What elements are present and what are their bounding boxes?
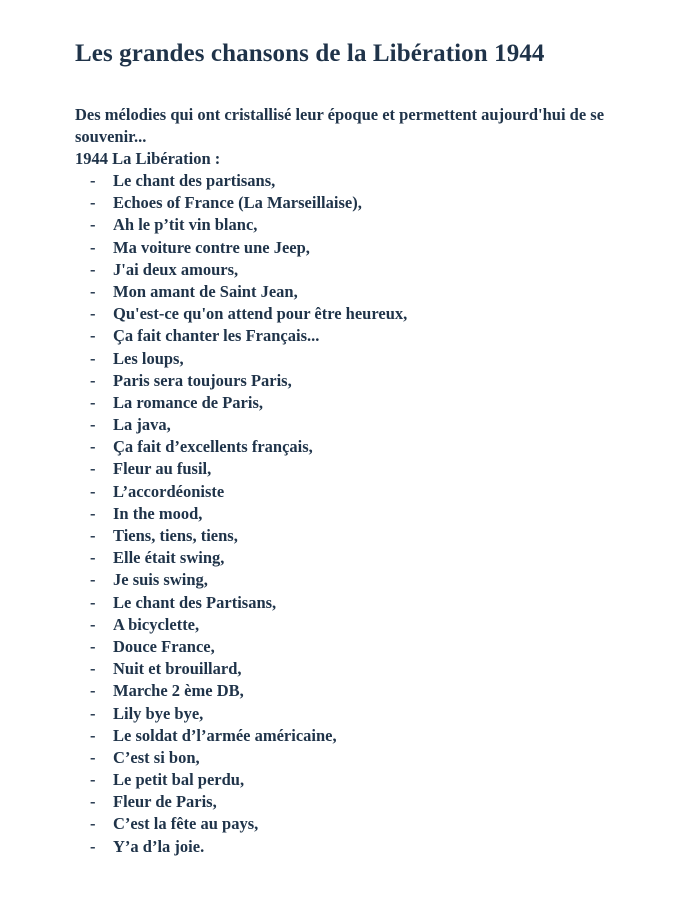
song-title: Echoes of France (La Marseillaise),: [113, 193, 362, 213]
list-dash-marker: -: [90, 171, 96, 190]
song-title: C’est si bon,: [113, 747, 200, 767]
list-item: [90, 680, 407, 702]
song-title: Fleur de Paris,: [113, 792, 217, 812]
list-dash-marker: -: [90, 659, 96, 679]
song-title: Elle était swing,: [113, 548, 225, 568]
song-title: Le chant des partisans,: [113, 171, 276, 190]
list-dash-marker: -: [90, 437, 96, 457]
song-title: Je suis swing,: [113, 570, 208, 590]
list-item: [90, 170, 407, 192]
song-title: Nuit et brouillard,: [113, 659, 242, 679]
list-item: [90, 614, 407, 636]
song-title: La java,: [113, 415, 171, 435]
list-dash-marker: -: [90, 326, 96, 346]
list-item: [90, 813, 407, 835]
song-list: [90, 170, 407, 858]
intro-paragraph: Des mélodies qui ont cristallisé leur époque et permettent aujourd'hui de se souvenir...: [75, 105, 605, 146]
song-title: Ah le p’tit vin blanc,: [113, 215, 258, 235]
song-title: C’est la fête au pays,: [113, 814, 259, 834]
list-item: [90, 503, 407, 525]
list-item: [90, 214, 407, 236]
song-title: Les loups,: [113, 348, 184, 368]
list-dash-marker: -: [90, 481, 96, 501]
list-item: [90, 392, 407, 414]
list-item: [90, 547, 407, 569]
list-dash-marker: -: [90, 814, 96, 834]
list-item: [90, 458, 407, 480]
list-item: [90, 569, 407, 591]
list-item: [90, 281, 407, 303]
list-dash-marker: -: [90, 415, 96, 435]
list-item: [90, 325, 407, 347]
list-item: [90, 192, 407, 214]
list-dash-marker: -: [90, 281, 96, 301]
list-item: [90, 237, 407, 259]
song-title: A bicyclette,: [113, 614, 200, 634]
list-item: [90, 348, 407, 370]
list-dash-marker: -: [90, 681, 96, 701]
list-dash-marker: -: [90, 747, 96, 767]
list-dash-marker: -: [90, 614, 96, 634]
list-dash-marker: -: [90, 348, 96, 368]
song-title: La romance de Paris,: [113, 392, 264, 412]
list-item: [90, 592, 407, 614]
list-dash-marker: -: [90, 370, 96, 390]
song-title: Y’a d’la joie.: [113, 836, 205, 856]
list-dash-marker: -: [90, 392, 96, 412]
song-title: Le soldat d’l’armée américaine,: [113, 725, 337, 745]
list-item: [90, 658, 407, 680]
song-title: Fleur au fusil,: [113, 459, 212, 479]
section-heading: 1944 La Libération :: [75, 149, 221, 168]
list-dash-marker: -: [90, 548, 96, 568]
list-item: [90, 636, 407, 658]
song-title: Le petit bal perdu,: [113, 770, 245, 790]
list-item: [90, 481, 407, 503]
list-item: [90, 525, 407, 547]
song-title: Qu'est-ce qu'on attend pour être heureux,: [113, 304, 408, 324]
list-dash-marker: -: [90, 703, 96, 723]
list-dash-marker: -: [90, 215, 96, 235]
song-title: Le chant des Partisans,: [113, 592, 277, 612]
song-title: J'ai deux amours,: [113, 259, 239, 279]
song-title: Ma voiture contre une Jeep,: [113, 237, 310, 257]
list-item: [90, 703, 407, 725]
song-title: L’accordéoniste: [113, 481, 225, 501]
list-item: [90, 370, 407, 392]
song-title: Lily bye bye,: [113, 703, 204, 723]
song-title: Ça fait d’excellents français,: [113, 437, 313, 457]
song-title: Mon amant de Saint Jean,: [113, 281, 298, 301]
list-dash-marker: -: [90, 237, 96, 257]
list-dash-marker: -: [90, 636, 96, 656]
song-title: In the mood,: [113, 503, 203, 523]
list-dash-marker: -: [90, 304, 96, 324]
list-item: [90, 414, 407, 436]
list-dash-marker: -: [90, 725, 96, 745]
song-title: Paris sera toujours Paris,: [113, 370, 292, 390]
list-dash-marker: -: [90, 836, 96, 856]
list-dash-marker: -: [90, 570, 96, 590]
list-item: [90, 747, 407, 769]
list-item: [90, 769, 407, 791]
list-item: [90, 725, 407, 747]
list-dash-marker: -: [90, 459, 96, 479]
list-dash-marker: -: [90, 259, 96, 279]
list-dash-marker: -: [90, 792, 96, 812]
song-title: Ça fait chanter les Français...: [113, 326, 320, 346]
list-dash-marker: -: [90, 193, 96, 213]
list-item: [90, 791, 407, 813]
list-item: [90, 436, 407, 458]
song-title: Douce France,: [113, 636, 215, 656]
song-title: Marche 2 ème DB,: [113, 681, 244, 701]
list-dash-marker: -: [90, 526, 96, 545]
page-title: Les grandes chansons de la Libération 1944: [75, 40, 545, 67]
list-item: [90, 836, 407, 858]
list-dash-marker: -: [90, 592, 96, 612]
list-item: [90, 303, 407, 325]
song-title: Tiens, tiens, tiens,: [113, 526, 238, 545]
list-dash-marker: -: [90, 503, 96, 523]
list-item: [90, 259, 407, 281]
list-dash-marker: -: [90, 770, 96, 790]
